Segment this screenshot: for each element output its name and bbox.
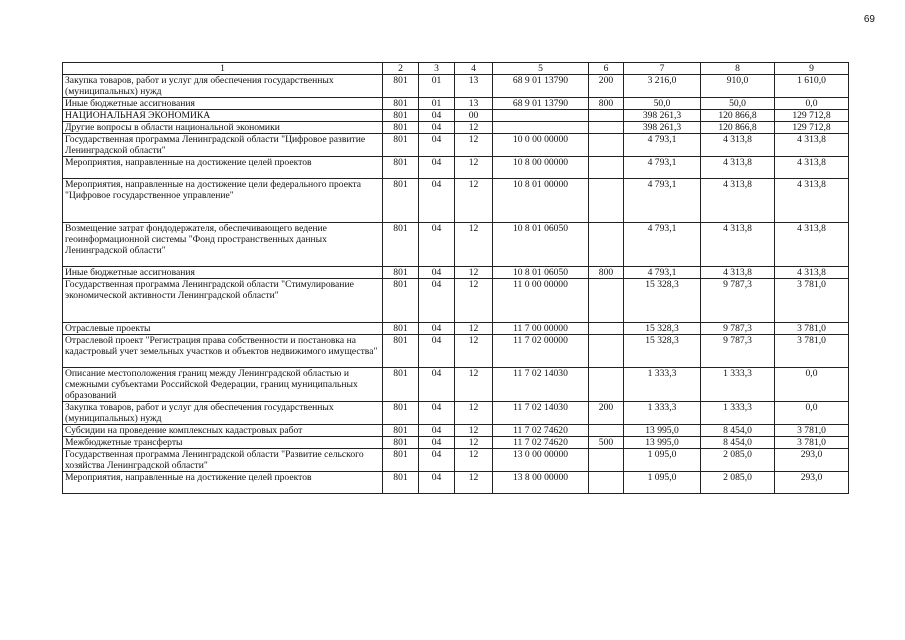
cell-amount-col8: 1 333,3 — [701, 368, 775, 402]
cell-subsection: 12 — [455, 267, 493, 279]
cell-admin-code: 801 — [383, 279, 419, 323]
cell-description: Отраслевые проекты — [63, 323, 383, 335]
cell-expense-type — [589, 368, 624, 402]
cell-description: Отраслевой проект "Регистрация права собственности и постановка на кадастровый учет земельных участков и объектов недвижимого имущества" — [63, 335, 383, 368]
cell-amount-col8: 50,0 — [701, 98, 775, 110]
cell-target-article: 10 8 01 00000 — [493, 179, 589, 223]
cell-amount-col9: 1 610,0 — [775, 75, 849, 98]
cell-expense-type: 800 — [589, 98, 624, 110]
cell-admin-code: 801 — [383, 75, 419, 98]
cell-section: 04 — [419, 472, 455, 494]
cell-description: Мероприятия, направленные на достижение целей проектов — [63, 472, 383, 494]
cell-amount-col9: 0,0 — [775, 98, 849, 110]
cell-expense-type — [589, 110, 624, 122]
column-header: 7 — [624, 63, 701, 75]
cell-amount-col7: 4 793,1 — [624, 179, 701, 223]
cell-subsection: 12 — [455, 323, 493, 335]
table-row — [63, 279, 849, 323]
cell-subsection: 12 — [455, 402, 493, 425]
cell-description: Субсидии на проведение комплексных кадастровых работ — [63, 425, 383, 437]
cell-admin-code: 801 — [383, 134, 419, 157]
cell-amount-col7: 13 995,0 — [624, 425, 701, 437]
cell-admin-code: 801 — [383, 425, 419, 437]
cell-admin-code: 801 — [383, 110, 419, 122]
cell-amount-col7: 15 328,3 — [624, 279, 701, 323]
cell-section: 04 — [419, 402, 455, 425]
cell-amount-col7: 1 333,3 — [624, 368, 701, 402]
cell-expense-type: 200 — [589, 402, 624, 425]
cell-section: 04 — [419, 179, 455, 223]
cell-subsection: 12 — [455, 368, 493, 402]
cell-amount-col8: 4 313,8 — [701, 179, 775, 223]
cell-amount-col8: 2 085,0 — [701, 449, 775, 472]
table-row — [63, 437, 849, 449]
cell-amount-col8: 9 787,3 — [701, 335, 775, 368]
cell-description: Мероприятия, направленные на достижение целей проектов — [63, 157, 383, 179]
column-header: 6 — [589, 63, 624, 75]
column-header: 9 — [775, 63, 849, 75]
cell-section: 04 — [419, 279, 455, 323]
cell-admin-code: 801 — [383, 157, 419, 179]
cell-amount-col9: 4 313,8 — [775, 267, 849, 279]
cell-target-article: 68 9 01 13790 — [493, 75, 589, 98]
table-row — [63, 323, 849, 335]
cell-description: Иные бюджетные ассигнования — [63, 98, 383, 110]
cell-description: Государственная программа Ленинградской области "Развитие сельского хозяйства Ленинградской области" — [63, 449, 383, 472]
cell-amount-col9: 293,0 — [775, 449, 849, 472]
cell-admin-code: 801 — [383, 472, 419, 494]
table-row — [63, 267, 849, 279]
cell-admin-code: 801 — [383, 179, 419, 223]
cell-expense-type: 200 — [589, 75, 624, 98]
cell-subsection: 12 — [455, 134, 493, 157]
cell-section: 04 — [419, 323, 455, 335]
cell-target-article: 13 0 00 00000 — [493, 449, 589, 472]
cell-target-article: 11 7 02 14030 — [493, 368, 589, 402]
cell-amount-col9: 4 313,8 — [775, 134, 849, 157]
cell-admin-code: 801 — [383, 437, 419, 449]
cell-description: Возмещение затрат фондодержателя, обеспечивающего ведение геоинформационной системы "Фонд пространственных данных Ленинградской области" — [63, 223, 383, 267]
table-row — [63, 75, 849, 98]
cell-subsection: 12 — [455, 223, 493, 267]
cell-subsection: 12 — [455, 449, 493, 472]
cell-expense-type — [589, 134, 624, 157]
budget-table — [62, 62, 849, 494]
cell-section: 01 — [419, 75, 455, 98]
cell-subsection: 12 — [455, 179, 493, 223]
cell-target-article: 68 9 01 13790 — [493, 98, 589, 110]
cell-description: Другие вопросы в области национальной экономики — [63, 122, 383, 134]
cell-amount-col8: 8 454,0 — [701, 425, 775, 437]
cell-amount-col7: 4 793,1 — [624, 157, 701, 179]
cell-amount-col7: 1 333,3 — [624, 402, 701, 425]
cell-expense-type: 800 — [589, 267, 624, 279]
cell-amount-col9: 3 781,0 — [775, 335, 849, 368]
cell-target-article: 10 8 01 06050 — [493, 267, 589, 279]
cell-subsection: 12 — [455, 279, 493, 323]
cell-expense-type: 500 — [589, 437, 624, 449]
cell-subsection: 13 — [455, 98, 493, 110]
cell-amount-col7: 398 261,3 — [624, 122, 701, 134]
cell-expense-type — [589, 335, 624, 368]
cell-description: Иные бюджетные ассигнования — [63, 267, 383, 279]
table-row — [63, 368, 849, 402]
cell-amount-col8: 120 866,8 — [701, 122, 775, 134]
cell-amount-col8: 120 866,8 — [701, 110, 775, 122]
cell-expense-type — [589, 223, 624, 267]
cell-section: 04 — [419, 267, 455, 279]
cell-target-article: 11 7 02 74620 — [493, 425, 589, 437]
cell-section: 04 — [419, 449, 455, 472]
header-row — [63, 63, 849, 75]
cell-amount-col9: 4 313,8 — [775, 157, 849, 179]
cell-admin-code: 801 — [383, 323, 419, 335]
cell-section: 04 — [419, 425, 455, 437]
cell-description: Государственная программа Ленинградской области "Стимулирование экономической активности Ленинградской области" — [63, 279, 383, 323]
cell-amount-col7: 1 095,0 — [624, 449, 701, 472]
cell-description: Описание местоположения границ между Ленинградской областью и смежными субъектами Российской Федерации, границ муниципальных образований — [63, 368, 383, 402]
column-header: 1 — [63, 63, 383, 75]
cell-target-article: 11 7 00 00000 — [493, 323, 589, 335]
cell-amount-col9: 0,0 — [775, 368, 849, 402]
table-row — [63, 110, 849, 122]
cell-amount-col8: 1 333,3 — [701, 402, 775, 425]
cell-admin-code: 801 — [383, 267, 419, 279]
column-header: 8 — [701, 63, 775, 75]
cell-section: 04 — [419, 437, 455, 449]
cell-amount-col7: 4 793,1 — [624, 223, 701, 267]
cell-target-article: 11 7 02 74620 — [493, 437, 589, 449]
cell-section: 04 — [419, 368, 455, 402]
table-row — [63, 223, 849, 267]
cell-description: Закупка товаров, работ и услуг для обеспечения государственных (муниципальных) нужд — [63, 75, 383, 98]
cell-amount-col7: 4 793,1 — [624, 267, 701, 279]
table-row — [63, 335, 849, 368]
table-row — [63, 122, 849, 134]
cell-target-article: 11 7 02 14030 — [493, 402, 589, 425]
table-row — [63, 402, 849, 425]
cell-subsection: 12 — [455, 157, 493, 179]
cell-admin-code: 801 — [383, 122, 419, 134]
cell-amount-col7: 13 995,0 — [624, 437, 701, 449]
cell-subsection: 12 — [455, 122, 493, 134]
cell-subsection: 12 — [455, 472, 493, 494]
table-row — [63, 134, 849, 157]
cell-amount-col8: 9 787,3 — [701, 323, 775, 335]
cell-subsection: 12 — [455, 437, 493, 449]
cell-amount-col9: 4 313,8 — [775, 223, 849, 267]
column-header: 3 — [419, 63, 455, 75]
cell-admin-code: 801 — [383, 368, 419, 402]
cell-admin-code: 801 — [383, 449, 419, 472]
cell-amount-col9: 3 781,0 — [775, 437, 849, 449]
cell-section: 01 — [419, 98, 455, 110]
cell-description: НАЦИОНАЛЬНАЯ ЭКОНОМИКА — [63, 110, 383, 122]
cell-description: Закупка товаров, работ и услуг для обеспечения государственных (муниципальных) нужд — [63, 402, 383, 425]
cell-target-article — [493, 122, 589, 134]
column-header: 5 — [493, 63, 589, 75]
cell-section: 04 — [419, 110, 455, 122]
cell-admin-code: 801 — [383, 402, 419, 425]
cell-amount-col7: 398 261,3 — [624, 110, 701, 122]
cell-amount-col9: 4 313,8 — [775, 179, 849, 223]
cell-amount-col7: 3 216,0 — [624, 75, 701, 98]
cell-subsection: 00 — [455, 110, 493, 122]
cell-target-article: 11 7 02 00000 — [493, 335, 589, 368]
cell-description: Межбюджетные трансферты — [63, 437, 383, 449]
cell-section: 04 — [419, 157, 455, 179]
cell-section: 04 — [419, 134, 455, 157]
cell-amount-col9: 293,0 — [775, 472, 849, 494]
cell-description: Государственная программа Ленинградской области "Цифровое развитие Ленинградской области" — [63, 134, 383, 157]
cell-subsection: 13 — [455, 75, 493, 98]
cell-amount-col9: 129 712,8 — [775, 110, 849, 122]
cell-target-article: 10 0 00 00000 — [493, 134, 589, 157]
cell-expense-type — [589, 472, 624, 494]
cell-amount-col9: 3 781,0 — [775, 425, 849, 437]
cell-amount-col8: 4 313,8 — [701, 223, 775, 267]
cell-amount-col8: 4 313,8 — [701, 134, 775, 157]
cell-section: 04 — [419, 122, 455, 134]
cell-amount-col7: 15 328,3 — [624, 335, 701, 368]
cell-amount-col8: 4 313,8 — [701, 267, 775, 279]
cell-amount-col7: 50,0 — [624, 98, 701, 110]
cell-admin-code: 801 — [383, 98, 419, 110]
cell-amount-col8: 8 454,0 — [701, 437, 775, 449]
cell-subsection: 12 — [455, 335, 493, 368]
column-header: 2 — [383, 63, 419, 75]
cell-expense-type — [589, 157, 624, 179]
cell-admin-code: 801 — [383, 223, 419, 267]
cell-target-article — [493, 110, 589, 122]
cell-section: 04 — [419, 335, 455, 368]
cell-expense-type — [589, 279, 624, 323]
cell-amount-col9: 3 781,0 — [775, 279, 849, 323]
cell-target-article: 10 8 00 00000 — [493, 157, 589, 179]
column-header: 4 — [455, 63, 493, 75]
cell-subsection: 12 — [455, 425, 493, 437]
cell-expense-type — [589, 323, 624, 335]
cell-section: 04 — [419, 223, 455, 267]
table-row — [63, 472, 849, 494]
table-row — [63, 179, 849, 223]
cell-amount-col8: 4 313,8 — [701, 157, 775, 179]
cell-amount-col9: 3 781,0 — [775, 323, 849, 335]
cell-amount-col9: 0,0 — [775, 402, 849, 425]
cell-amount-col8: 9 787,3 — [701, 279, 775, 323]
cell-expense-type — [589, 179, 624, 223]
cell-amount-col8: 2 085,0 — [701, 472, 775, 494]
table-row — [63, 449, 849, 472]
cell-amount-col7: 4 793,1 — [624, 134, 701, 157]
cell-expense-type — [589, 122, 624, 134]
cell-amount-col9: 129 712,8 — [775, 122, 849, 134]
table-row — [63, 98, 849, 110]
table-row — [63, 425, 849, 437]
cell-amount-col7: 15 328,3 — [624, 323, 701, 335]
table-row — [63, 157, 849, 179]
cell-target-article: 13 8 00 00000 — [493, 472, 589, 494]
cell-expense-type — [589, 449, 624, 472]
cell-target-article: 11 0 00 00000 — [493, 279, 589, 323]
cell-amount-col7: 1 095,0 — [624, 472, 701, 494]
cell-admin-code: 801 — [383, 335, 419, 368]
cell-amount-col8: 910,0 — [701, 75, 775, 98]
page-number: 69 — [863, 14, 875, 25]
cell-expense-type — [589, 425, 624, 437]
cell-target-article: 10 8 01 06050 — [493, 223, 589, 267]
cell-description: Мероприятия, направленные на достижение цели федерального проекта "Цифровое государственное управление" — [63, 179, 383, 223]
